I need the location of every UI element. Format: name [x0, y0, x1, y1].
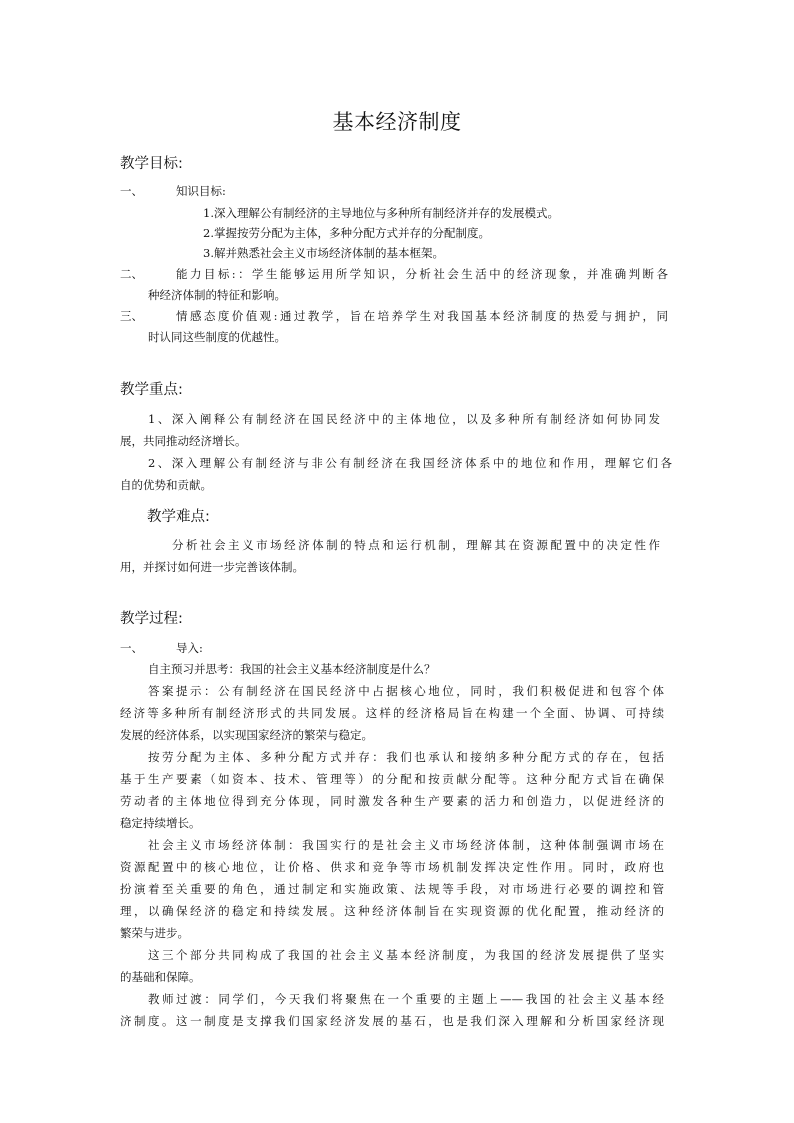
objective-1-marker: 一、: [120, 184, 143, 198]
process-step-label: 导入:: [176, 641, 203, 655]
objectives-heading: 教学目标:: [120, 156, 183, 172]
key-points-heading: 教学重点:: [120, 382, 183, 398]
objective-2-marker: 二、: [120, 267, 143, 281]
process-p6-line-2: 济制度。这一制度是支撑我们国家经济发展的基石，也是我们深入理解和分析国家经济现: [120, 1014, 664, 1028]
process-p3-line-3: 劳动者的主体地位得到充分体现，同时激发各种生产要素的活力和创造力，以促进经济的: [120, 794, 664, 808]
objective-1-sub-1: 1.深入理解公有制经济的主导地位与多种所有制经济并存的发展模式。: [203, 206, 559, 220]
process-p1-line-1: 自主预习并思考：我国的社会主义基本经济制度是什么？: [148, 662, 436, 676]
process-p3-line-1: 按劳分配为主体、多种分配方式并存：我们也承认和接纳多种分配方式的存在，包括: [148, 750, 664, 764]
objective-3-marker: 三、: [120, 309, 143, 323]
objective-2-line-2: 种经济体制的特征和影响。: [148, 288, 286, 302]
process-step-marker: 一、: [120, 641, 143, 655]
key-point-2-line-2: 自的优势和贡献。: [120, 478, 212, 492]
objective-1-sub-2: 2.掌握按劳分配为主体，多种分配方式并存的分配制度。: [203, 226, 490, 240]
key-point-2-line-1: 2、深入理解公有制经济与非公有制经济在我国经济体系中的地位和作用，理解它们各: [148, 456, 672, 470]
process-p3-line-2: 基于生产要素（如资本、技术、管理等）的分配和按贡献分配等。这种分配方式旨在确保: [120, 772, 664, 786]
process-p3-line-4: 稳定持续增长。: [120, 816, 201, 830]
process-heading: 教学过程:: [120, 611, 183, 627]
process-p4-line-5: 繁荣与进步。: [120, 926, 189, 940]
objective-1-sub-3: 3.解并熟悉社会主义市场经济体制的基本框架。: [203, 246, 444, 260]
process-p2-line-3: 发展的经济体系，以实现国家经济的繁荣与稳定。: [120, 728, 373, 742]
process-p5-line-1: 这三个部分共同构成了我国的社会主义基本经济制度，为我国的经济发展提供了坚实: [148, 948, 664, 962]
objective-2-line-1: 能力目标:：学生能够运用所学知识，分析社会生活中的经济现象，并准确判断各: [176, 267, 668, 281]
process-p2-line-2: 经济等多种所有制经济形式的共同发展。这样的经济格局旨在构建一个全面、协调、可持续: [120, 706, 664, 720]
document-title: 基本经济制度: [332, 110, 462, 134]
process-p5-line-2: 的基础和保障。: [120, 970, 201, 984]
difficulty-line-2: 用，并探讨如何进一步完善该体制。: [120, 560, 304, 574]
difficulties-heading: 教学难点:: [147, 509, 210, 525]
objective-1-label: 知识目标:: [176, 184, 226, 198]
key-point-1-line-1: 1、深入阐释公有制经济在国民经济中的主体地位，以及多种所有制经济如何协同发: [148, 412, 660, 426]
objective-3-line-1: 情感态度价值观:通过教学，旨在培养学生对我国基本经济制度的热爱与拥护，同: [176, 309, 668, 323]
process-p6-line-1: 教师过渡：同学们，今天我们将聚焦在一个重要的主题上——我国的社会主义基本经: [148, 992, 664, 1006]
process-p4-line-2: 资源配置中的核心地位，让价格、供求和竞争等市场机制发挥决定性作用。同时，政府也: [120, 860, 664, 874]
process-p4-line-1: 社会主义市场经济体制：我国实行的是社会主义市场经济体制，这种体制强调市场在: [148, 838, 664, 852]
process-p2-line-1: 答案提示：公有制经济在国民经济中占据核心地位，同时，我们积极促进和包容个体: [148, 684, 664, 698]
process-p4-line-3: 扮演着至关重要的角色，通过制定和实施政策、法规等手段，对市场进行必要的调控和管: [120, 882, 664, 896]
process-p4-line-4: 理，以确保经济的稳定和持续发展。这种经济体制旨在实现资源的优化配置，推动经济的: [120, 904, 664, 918]
objective-3-line-2: 时认同这些制度的优越性。: [148, 330, 286, 344]
difficulty-line-1: 分析社会主义市场经济体制的特点和运行机制，理解其在资源配置中的决定性作: [172, 538, 660, 552]
key-point-1-line-2: 展，共同推动经济增长。: [120, 434, 247, 448]
